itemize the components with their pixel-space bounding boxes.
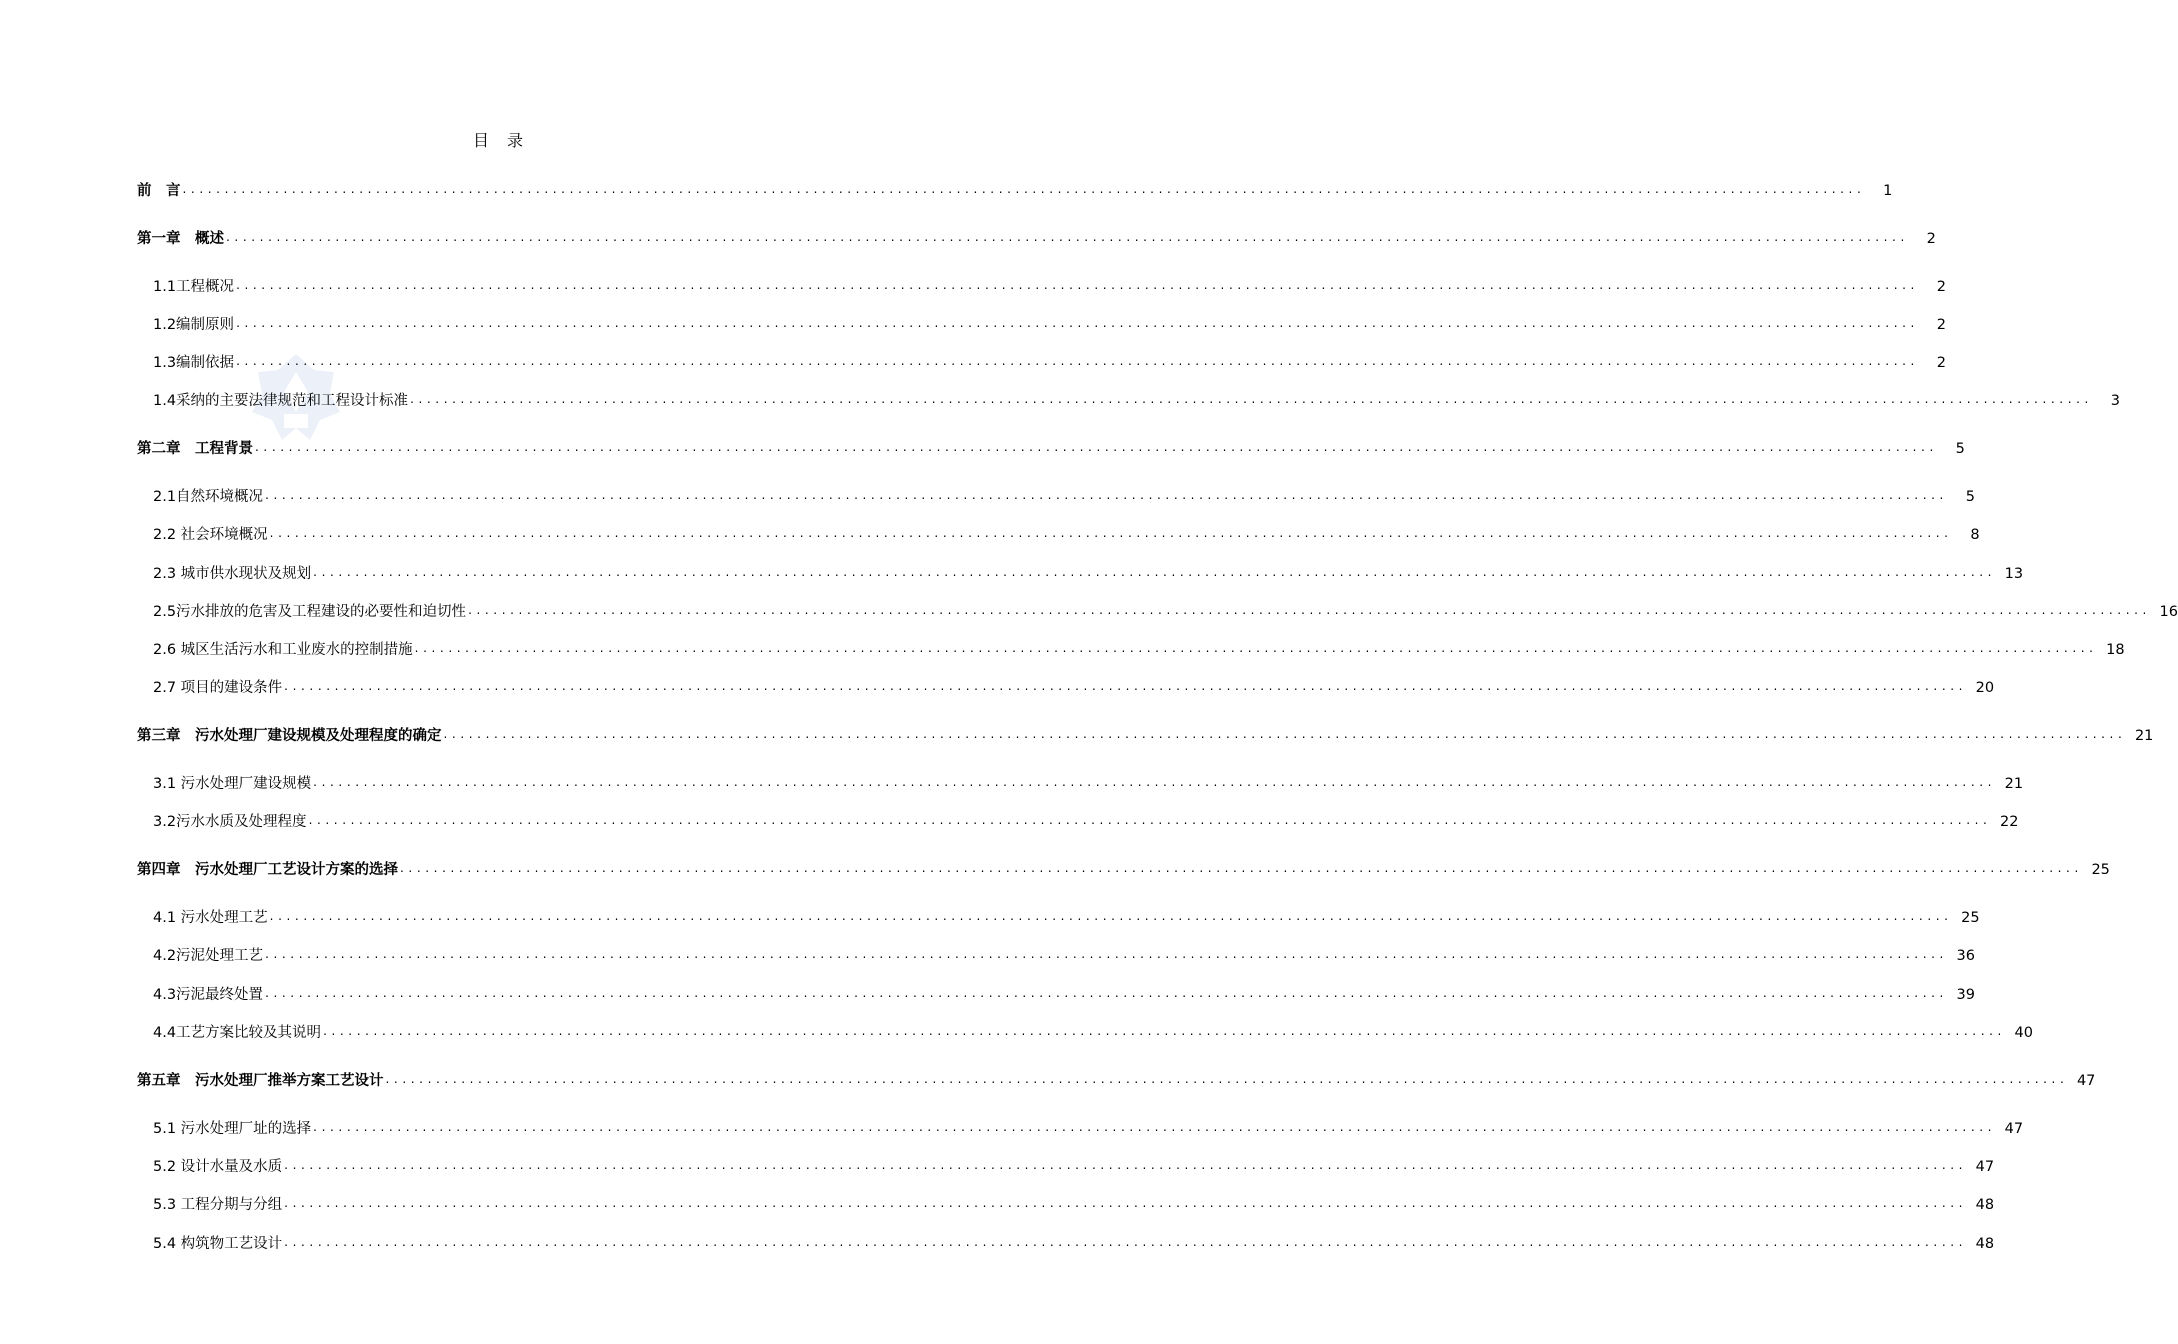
toc-section-entry[interactable] [0, 274, 1946, 296]
toc-entry-label: 4.3污泥最终处置 [153, 987, 264, 1003]
toc-section-entry[interactable] [0, 771, 2024, 793]
toc-entry-label: 1.1工程概况 [153, 279, 235, 295]
dot-leader: ........................................................................................................................................................................................................ [468, 603, 2151, 617]
dot-leader: ........................................................................................................................................................................................................ [400, 861, 2083, 875]
toc-chapter-entry[interactable] [0, 857, 2110, 879]
toc-section-entry[interactable] [0, 675, 1995, 697]
dot-leader: ........................................................................................................................................................................................................ [255, 440, 1938, 454]
dot-leader: ........................................................................................................................................................................................................ [313, 775, 1997, 789]
toc-entry-label: 第三章 污水处理厂建设规模及处理程度的确定 [137, 728, 442, 744]
toc-page-number: 8 [1970, 527, 1980, 543]
toc-entry-label: 第五章 污水处理厂推举方案工艺设计 [137, 1073, 384, 1089]
toc-page-number: 5 [1955, 441, 1965, 457]
toc-page-number: 2 [1936, 317, 1946, 333]
toc-section-entry[interactable] [0, 350, 1946, 372]
toc-entry-label: 4.4工艺方案比较及其说明 [153, 1025, 322, 1041]
toc-entry-label: 4.1 污水处理工艺 [153, 910, 268, 926]
toc-chapter-entry[interactable] [0, 226, 1936, 248]
toc-page-number: 36 [1956, 948, 1975, 964]
dot-leader: ........................................................................................................................................................................................................ [284, 1196, 1968, 1210]
toc-section-entry[interactable] [0, 522, 1980, 544]
toc-section-entry[interactable] [0, 484, 1975, 506]
dot-leader: ........................................................................................................................................................................................................ [265, 488, 1948, 502]
dot-leader: ........................................................................................................................................................................................................ [269, 909, 1953, 923]
dot-leader: ........................................................................................................................................................................................................ [269, 526, 1953, 540]
toc-section-entry[interactable] [0, 1020, 2033, 1042]
toc-page-number: 3 [2110, 393, 2120, 409]
toc-section-entry[interactable] [0, 388, 2120, 410]
toc-entry-label: 1.2编制原则 [153, 317, 235, 333]
toc-entry-label: 前 言 [137, 183, 181, 199]
toc-page-number: 40 [2014, 1025, 2033, 1041]
dot-leader: ........................................................................................................................................................................................................ [323, 1024, 2006, 1038]
dot-leader: ........................................................................................................................................................................................................ [313, 1120, 1997, 1134]
dot-leader: ........................................................................................................................................................................................................ [226, 230, 1909, 244]
toc-page-number: 47 [2004, 1121, 2024, 1137]
toc-entry-label: 2.6 城区生活污水和工业废水的控制措施 [153, 642, 413, 658]
toc-page-number: 2 [1936, 279, 1946, 295]
dot-leader: ........................................................................................................................................................................................................ [236, 354, 1919, 368]
toc-chapter-entry[interactable] [0, 178, 1893, 200]
dot-leader: ........................................................................................................................................................................................................ [284, 1235, 1968, 1249]
toc-entry-label: 4.2污泥处理工艺 [153, 948, 264, 964]
toc-section-entry[interactable] [0, 637, 2125, 659]
toc-page-number: 47 [1975, 1159, 1995, 1175]
toc-page-number: 25 [2091, 862, 2110, 878]
toc-entry-label: 1.3编制依据 [153, 355, 235, 371]
toc-entry-label: 第一章 概述 [137, 231, 224, 247]
toc-page-number: 25 [1961, 910, 1980, 926]
toc-page-number: 48 [1975, 1197, 1995, 1213]
toc-chapter-entry[interactable] [0, 436, 1965, 458]
toc-page-number: 20 [1975, 680, 1995, 696]
toc-page-number: 39 [1956, 987, 1975, 1003]
toc-section-entry[interactable] [0, 905, 1980, 927]
dot-leader: ........................................................................................................................................................................................................ [284, 679, 1968, 693]
toc-chapter-entry[interactable] [0, 723, 2154, 745]
toc-page-number: 2 [1936, 355, 1946, 371]
toc-section-entry[interactable] [0, 809, 2019, 831]
toc-page-number: 1 [1883, 183, 1893, 199]
toc-entry-label: 2.2 社会环境概况 [153, 527, 268, 543]
dot-leader: ........................................................................................................................................................................................................ [236, 316, 1919, 330]
toc-entry-label: 5.2 设计水量及水质 [153, 1159, 283, 1175]
dot-leader: ........................................................................................................................................................................................................ [414, 641, 2098, 655]
toc-page-number: 48 [1975, 1236, 1995, 1252]
toc-entry-label: 2.3 城市供水现状及规划 [153, 566, 312, 582]
dot-leader: ........................................................................................................................................................................................................ [308, 813, 1992, 827]
toc-section-entry[interactable] [0, 1116, 2024, 1138]
toc-title: 目录 [472, 131, 541, 150]
toc-section-entry[interactable] [0, 943, 1975, 965]
dot-leader: ........................................................................................................................................................................................................ [410, 392, 2093, 406]
toc-chapter-entry[interactable] [0, 1068, 2096, 1090]
dot-leader: ........................................................................................................................................................................................................ [265, 947, 1948, 961]
toc-section-entry[interactable] [0, 982, 1975, 1004]
toc-page-number: 21 [2134, 728, 2154, 744]
toc-entry-label: 5.1 污水处理厂址的选择 [153, 1121, 312, 1137]
toc-page-number: 2 [1926, 231, 1936, 247]
toc-page-number: 13 [2004, 566, 2024, 582]
toc-section-entry[interactable] [0, 1192, 1995, 1214]
toc-entry-label: 3.2污水水质及处理程度 [153, 814, 307, 830]
toc-page-number: 16 [2159, 604, 2178, 620]
dot-leader: ........................................................................................................................................................................................................ [385, 1072, 2069, 1086]
toc-page-number: 21 [2004, 776, 2024, 792]
toc-page-number: 22 [2000, 814, 2019, 830]
toc-page-number: 47 [2076, 1073, 2096, 1089]
toc-entry-label: 5.4 构筑物工艺设计 [153, 1236, 283, 1252]
toc-section-entry[interactable] [0, 561, 2024, 583]
toc-entry-label: 第四章 污水处理厂工艺设计方案的选择 [137, 862, 398, 878]
toc-section-entry[interactable] [0, 312, 1946, 334]
dot-leader: ........................................................................................................................................................................................................ [265, 986, 1948, 1000]
dot-leader: ........................................................................................................................................................................................................ [443, 727, 2127, 741]
dot-leader: ........................................................................................................................................................................................................ [313, 565, 1997, 579]
toc-section-entry[interactable] [0, 1231, 1995, 1253]
toc-section-entry[interactable] [0, 599, 2178, 621]
dot-leader: ........................................................................................................................................................................................................ [182, 182, 1866, 196]
toc-entry-label: 5.3 工程分期与分组 [153, 1197, 283, 1213]
toc-page-number: 18 [2106, 642, 2125, 658]
toc-entry-label: 3.1 污水处理厂建设规模 [153, 776, 312, 792]
toc-page-number: 5 [1965, 489, 1975, 505]
dot-leader: ........................................................................................................................................................................................................ [236, 278, 1919, 292]
toc-entry-label: 2.5污水排放的危害及工程建设的必要性和迫切性 [153, 604, 467, 620]
toc-entry-label: 2.1自然环境概况 [153, 489, 264, 505]
toc-entry-label: 1.4采纳的主要法律规范和工程设计标准 [153, 393, 409, 409]
toc-entry-label: 第二章 工程背景 [137, 441, 253, 457]
dot-leader: ........................................................................................................................................................................................................ [284, 1158, 1968, 1172]
toc-entry-label: 2.7 项目的建设条件 [153, 680, 283, 696]
toc-section-entry[interactable] [0, 1154, 1995, 1176]
